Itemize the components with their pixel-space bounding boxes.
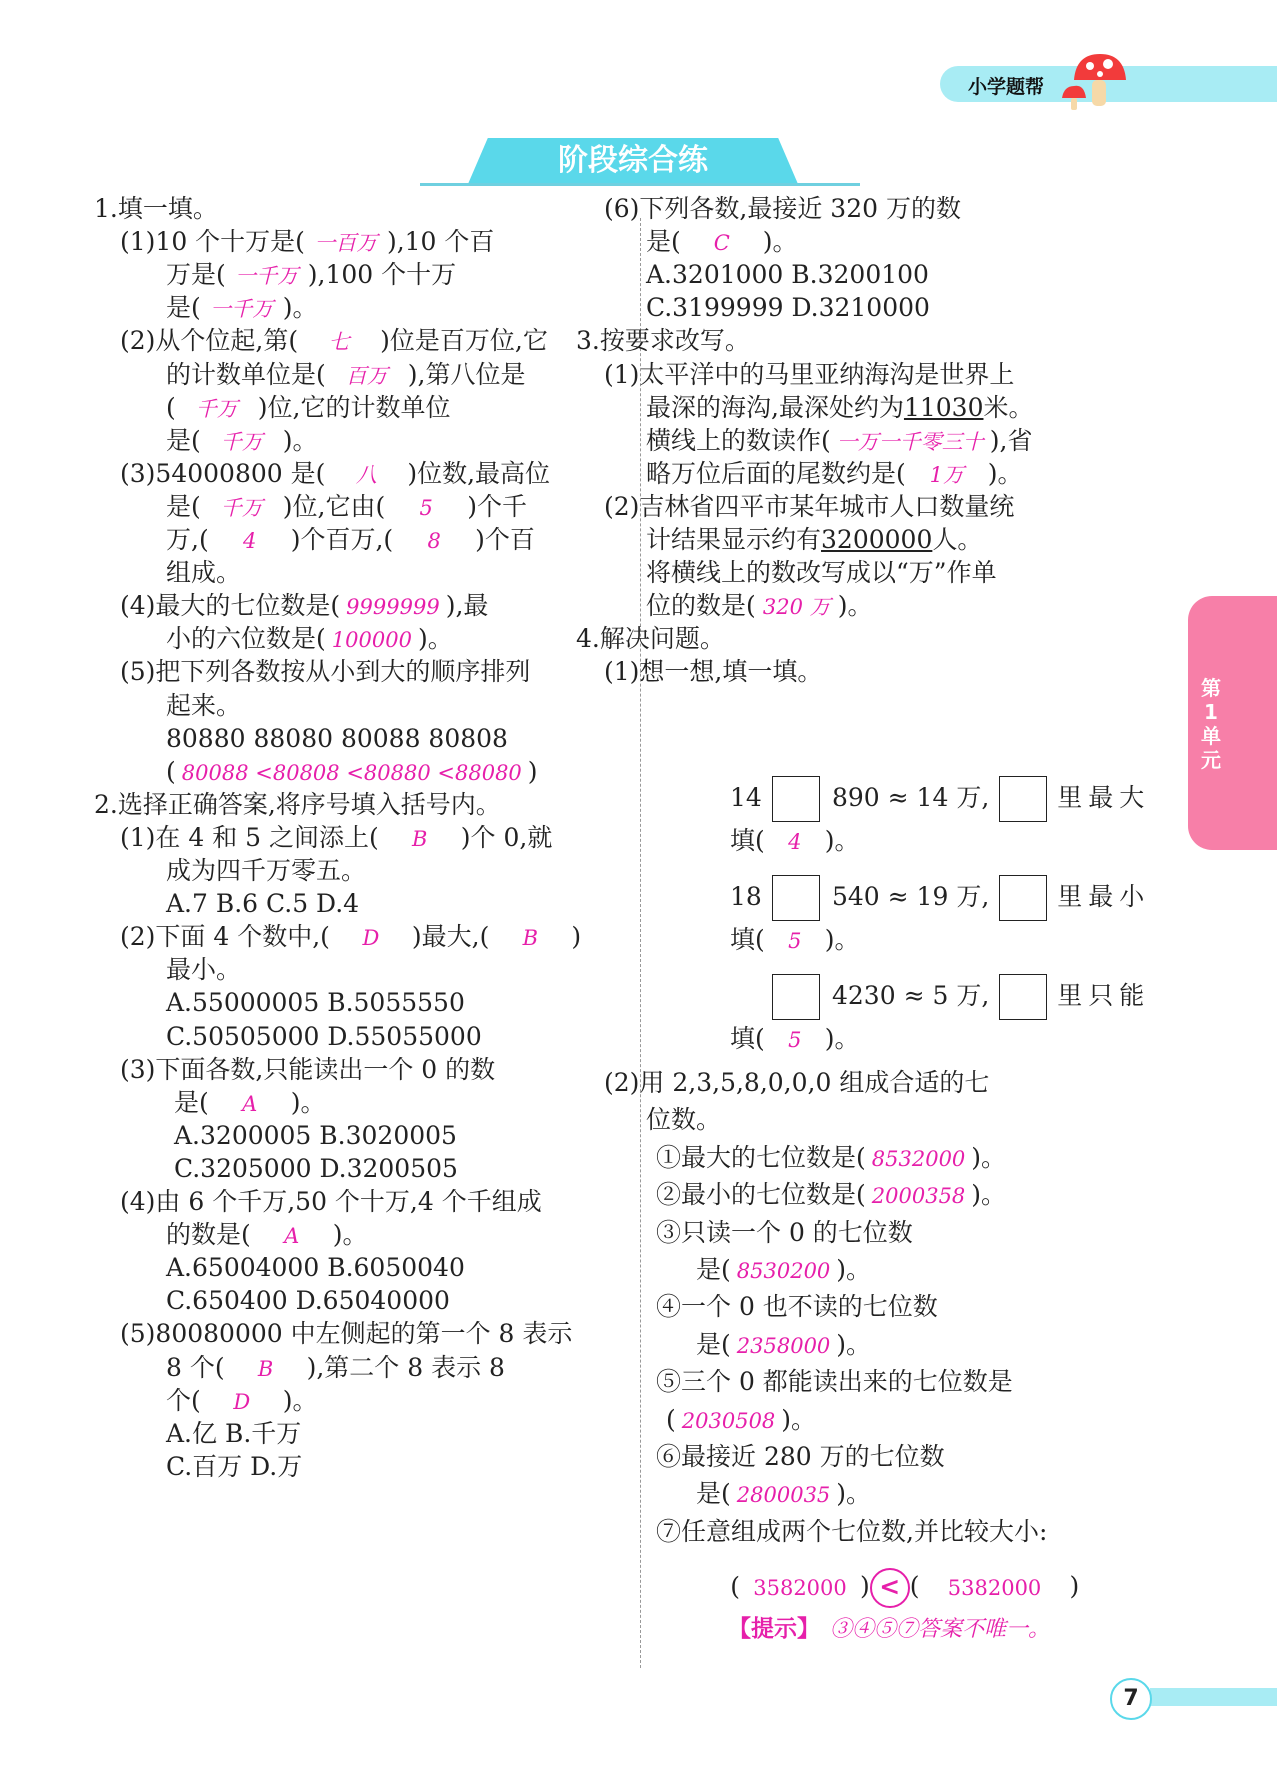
answer-text: 8530200 [736,1259,831,1283]
text-line [166,360,525,391]
answer-text: B [257,1356,274,1381]
line-text: 是( [166,425,201,455]
text-line [174,1121,457,1151]
text-line [656,1143,1006,1174]
estimate-expression: 540 ≈ 19 万, [832,881,990,911]
line-text: (4)由 6 个千万,50 个十万,4 个千组成 [120,1187,542,1216]
line-text: 组成。 [166,558,242,588]
answer-text: 八 [355,462,377,487]
answer-text: 一百万 [314,231,378,256]
line-text: (6)下列各数,最接近 320 万的数 [604,194,961,223]
answer-text: C [713,231,730,256]
text-line [120,1319,572,1349]
line-text: 8 个( [166,1352,225,1382]
digit-box [999,974,1047,1020]
line-text: (3)下面各数,只能读出一个 0 的数 [120,1054,496,1084]
answer-text: D [233,1389,251,1414]
estimate-tail: 里最大 [1057,782,1151,812]
text-line [166,1220,368,1251]
text-line [166,724,508,754]
answer-text: 一万一千零三十 [836,429,984,454]
line-text: 位的数是( [646,591,756,621]
text-line [174,1154,458,1184]
text-line [646,260,929,290]
line-text: C.3205000 D.3200505 [174,1153,458,1183]
line-text: 是( [166,293,201,323]
column-divider [640,218,641,1668]
text-line [166,988,465,1018]
line-text: )。 [987,458,1023,488]
text-line [166,1386,318,1417]
digit-box [772,776,820,822]
fill-label: 填( [730,1024,765,1053]
line-text: ⑥最接近 280 万的七位数 [656,1442,945,1471]
line-text: 3200000 [821,525,933,554]
title-underline [420,183,860,186]
line-text: (1)太平洋中的马里亚纳海沟是世界上 [604,359,1015,389]
answer-text: 千万 [220,495,263,520]
digit-box [772,875,820,921]
line-text: 1.填一填。 [94,194,218,223]
answer-text: 4 [243,529,257,553]
estimate-fill [730,1024,860,1055]
line-text: (1)10 个十万是( [120,227,305,257]
line-text: (2)吉林省四平市某年城市人口数量统 [604,491,1015,521]
text-line [120,1055,495,1085]
text-line [120,227,494,258]
line-text: ),100 个十万 [307,260,457,290]
line-text: (5)80080000 中左侧起的第一个 8 表示 [120,1319,573,1349]
estimate-expression: 4230 ≈ 5 万, [832,980,990,1010]
line-text: A.55000005 B.5055550 [166,988,465,1018]
text-line [166,525,535,556]
fill-end: )。 [824,925,860,954]
text-line [646,525,982,555]
text-line [120,922,581,953]
line-text: ),第二个 8 表示 8 [306,1352,505,1382]
line-text: 小的六位数是( [166,624,326,654]
unit-tab-label: 第1单元 [1201,676,1221,772]
estimate-tail: 里只能 [1057,980,1151,1010]
line-text: )。 [762,227,798,257]
estimate-fill [730,826,860,857]
mushroom-icon [1060,44,1140,114]
answer-text: A [242,1091,258,1116]
text-line [576,326,750,356]
text-line [646,426,1032,457]
line-text: 的数是( [166,1220,251,1250]
line-text: (2)从个位起,第( [120,326,299,356]
answer-text: B [412,826,428,851]
line-text: 是( [696,1479,731,1509]
title-text: 阶段综合练 [558,143,708,178]
text-line [604,492,1014,522]
text-line [604,194,961,224]
line-text: 起来。 [166,690,242,720]
answer-text: 七 [328,330,350,355]
compare-open: ( [730,1571,740,1601]
answer-text: 千万 [220,429,263,454]
answer-text: 80088 <80808 <80880 <88080 [181,760,522,785]
line-text: 米。 [983,392,1034,422]
line-text: 是( [646,227,681,257]
line-text: ( [166,756,176,786]
fill-end: )。 [824,1024,860,1053]
line-text: ( [166,392,176,422]
compare-right-answer: 5382000 [947,1575,1042,1600]
line-text: )。 [971,1142,1007,1172]
line-text: )。 [290,1087,326,1117]
line-text: )个 0,就 [460,822,553,852]
line-text: )。 [332,1220,368,1250]
line-text: )位数,最高位 [407,458,551,488]
line-text: 计结果显示约有 [646,525,822,554]
text-line [120,459,550,490]
text-line [166,624,453,655]
estimate-row [730,974,1150,1020]
text-line [166,1419,301,1449]
text-line [120,1187,542,1217]
line-text: C.百万 D.万 [166,1451,303,1481]
line-text: 2.选择正确答案,将序号填入括号内。 [94,789,501,819]
text-line [120,326,548,357]
line-text: ),最 [445,591,489,621]
text-line [696,1330,871,1361]
digit-box [999,875,1047,921]
line-text: ),10 个百 [386,227,495,257]
line-text: )。 [971,1180,1007,1210]
digit-box [772,974,820,1020]
line-text: 是( [696,1329,731,1359]
text-line [166,1452,302,1482]
text-line [696,1255,871,1286]
line-text: 万,( [166,525,209,554]
line-text: )。 [282,425,318,455]
line-text: ①最大的七位数是( [656,1142,866,1172]
section-title [420,138,860,186]
line-text: )。 [282,1385,318,1415]
answer-text: 2358000 [736,1333,831,1358]
text-line [166,393,450,424]
line-text: )最大,( [411,922,490,952]
line-text: 万是( [166,260,226,290]
line-text: A.3201000 B.3200100 [646,260,929,290]
text-line [120,823,552,854]
brand-name: 小学题帮 [968,76,1045,98]
answer-text: 2030508 [681,1408,776,1433]
text-line [604,1068,989,1098]
answer-text: 4 [788,830,802,854]
line-text: (1)想一想,填一填。 [604,657,823,687]
line-text: 人。 [932,525,983,554]
estimate-prefix: 18 [730,881,762,911]
answer-text: 一千万 [235,264,299,289]
answer-text: 9999999 [346,595,440,620]
text-line [166,856,366,886]
line-text: C.3199999 D.3210000 [646,293,930,323]
compare-left-answer: 3582000 [753,1575,847,1600]
text-line [646,591,873,622]
compare-sign: < [870,1568,910,1608]
line-text: )。 [417,624,453,654]
answer-text: 百万 [345,363,388,388]
line-text: )位,它由( [282,491,386,521]
hint-text: ③④⑤⑦答案不唯一。 [830,1617,1051,1642]
line-text: )。 [781,1404,817,1434]
line-text: )个百 [475,525,535,554]
answer-text: B [522,926,539,951]
line-text: 11030 [903,392,984,422]
text-line [666,1405,816,1436]
text-line [166,1253,465,1283]
estimate-prefix: 14 [730,782,762,812]
text-line [646,459,1023,490]
line-text: ③只读一个 0 的七位数 [656,1217,913,1247]
text-line [94,194,218,224]
answer-text: 320 万 [762,595,831,620]
line-text: )。 [836,1255,872,1284]
line-text: A.3200005 B.3020005 [174,1120,457,1150]
compare-line [640,1568,1079,1608]
line-text: 略万位后面的尾数约是( [646,458,906,488]
text-line [656,1517,1047,1547]
estimate-row [730,875,1150,921]
line-text: 是( [174,1087,209,1117]
text-line [604,360,1014,390]
estimate-row [730,776,1150,822]
line-text: 横线上的数读作( [646,425,831,455]
answer-text: 5 [788,929,802,953]
answer-text: 8 [427,529,441,553]
line-text: (4)最大的七位数是( [120,591,341,621]
text-line [656,1292,938,1322]
text-line [646,1105,721,1135]
line-text: ⑤三个 0 都能读出来的七位数是 [656,1367,1013,1397]
line-text: )。 [837,591,873,621]
text-line [646,558,997,588]
hint-label: 【提示】 [728,1615,820,1642]
line-text: )位是百万位,它 [380,326,548,356]
line-text: 个( [166,1385,201,1415]
page-bar [1150,1688,1277,1706]
hint-line [728,1613,1050,1645]
line-text: C.50505000 D.55055000 [166,1021,482,1051]
line-text: ) [527,756,538,786]
answer-text: 一千万 [210,297,274,322]
line-text: (2)下面 4 个数中,( [120,922,330,952]
line-text: ),第八位是 [407,359,526,389]
line-text: 最小。 [166,955,242,985]
compare-close: ) [1069,1571,1080,1601]
line-text: 位数。 [646,1105,722,1135]
text-line [656,1218,913,1248]
line-text: )。 [836,1479,872,1509]
estimate-tail: 里最小 [1057,881,1151,911]
line-text: ②最小的七位数是( [656,1180,866,1210]
answer-text: 千万 [195,396,238,421]
compare-mid: ) [860,1571,870,1601]
line-text: ),省 [989,425,1033,455]
line-text: )个千 [467,491,527,521]
text-line [120,657,530,687]
text-line [166,1022,482,1052]
text-line [166,1353,505,1384]
text-line [166,691,241,721]
line-text: (2)用 2,3,5,8,0,0,0 组成合适的七 [604,1068,990,1097]
line-text: )。 [282,293,318,323]
answer-text: D [362,926,380,951]
fill-label: 填( [730,925,765,954]
text-line [656,1367,1013,1397]
text-line [166,889,359,919]
text-line [604,657,822,687]
line-text: ( [666,1404,676,1434]
line-text: )。 [836,1329,872,1359]
text-line [646,293,930,323]
line-text: 80880 88080 80088 80808 [166,723,508,753]
answer-text: 5 [419,495,433,520]
line-text: (5)把下列各数按从小到大的顺序排列 [120,657,531,687]
line-text: A.亿 B.千万 [166,1418,302,1448]
answer-text: 5 [788,1028,802,1052]
text-line [166,757,538,788]
text-line [656,1442,945,1472]
line-text: )个百万,( [290,525,394,554]
line-text: ④一个 0 也不读的七位数 [656,1292,938,1322]
estimate-fill [730,925,860,956]
line-text: ⑦任意组成两个七位数,并比较大小: [656,1516,1048,1546]
line-text: 3.按要求改写。 [576,326,750,356]
text-line [166,260,456,291]
line-text: )位,它的计数单位 [257,392,451,422]
answer-text: 100000 [331,628,412,653]
line-text: A.65004000 B.6050040 [166,1253,465,1283]
line-text: 将横线上的数改写成以“万”作单 [646,558,997,588]
text-line [166,426,318,457]
fill-end: )。 [824,826,860,855]
text-line [166,1286,450,1316]
line-text: ) [571,922,582,952]
text-line [166,293,318,324]
text-line [166,558,241,588]
text-line [646,227,798,258]
answer-text: 1万 [929,462,964,487]
line-text: 成为四千万零五。 [166,856,367,885]
fill-label: 填( [730,826,765,855]
text-line [166,492,527,523]
answer-text: 8532000 [871,1146,966,1171]
text-line [576,624,725,654]
digit-box [999,776,1047,822]
text-line [166,955,241,985]
line-text: 是( [696,1255,731,1284]
estimate-expression: 890 ≈ 14 万, [832,782,990,812]
line-text: 4.解决问题。 [576,624,725,654]
text-line [646,393,1034,423]
compare-open2: ( [909,1571,920,1601]
text-line [696,1479,871,1510]
line-text: C.650400 D.65040000 [166,1286,450,1316]
line-text: A.7 B.6 C.5 D.4 [166,889,360,919]
text-line [656,1180,1006,1211]
answer-text: A [284,1224,300,1249]
answer-text: 2000358 [871,1184,966,1209]
text-line [94,790,501,820]
line-text: (3)54000800 是( [120,458,326,488]
line-text: (1)在 4 和 5 之间添上( [120,822,379,852]
line-text: 是( [166,491,201,521]
answer-text: 2800035 [736,1483,831,1508]
page-number: 7 [1110,1678,1152,1720]
text-line [120,591,488,622]
text-line [174,1088,326,1119]
line-text: 最深的海沟,最深处约为 [646,392,904,422]
line-text: 的计数单位是( [166,359,326,389]
